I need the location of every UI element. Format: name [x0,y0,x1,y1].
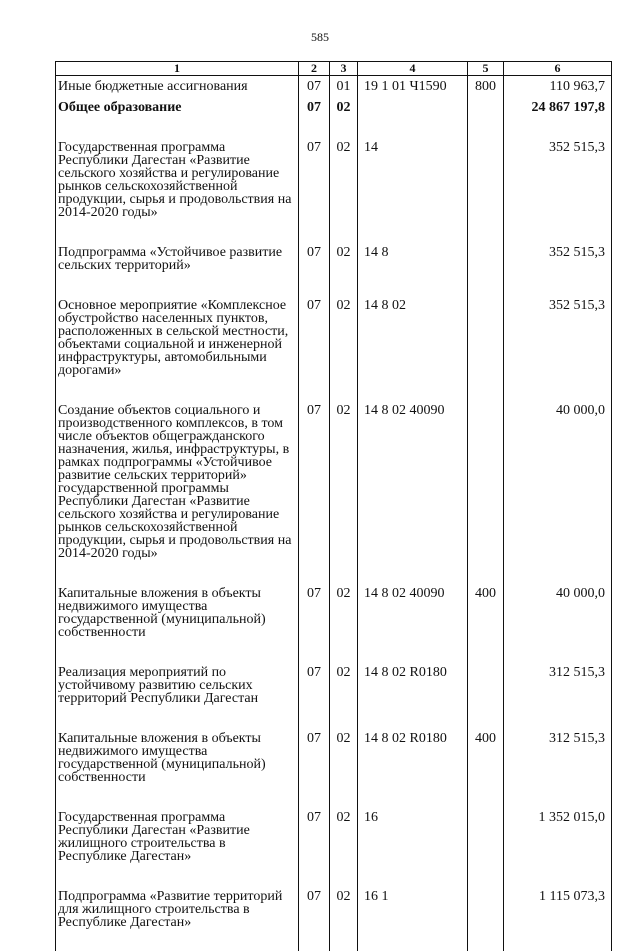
page-number: 585 [311,30,329,44]
table-row [56,807,612,886]
row-subsection: 01 [330,76,358,98]
row-expense-type: 400 [468,583,504,662]
column-header: 5 [468,62,504,76]
row-section: 07 [299,295,330,400]
header-row [56,62,612,76]
row-name: Реализация мероприятий по устойчивому развитию сельских территорий Республики Дагестан [56,662,299,728]
row-expense-type: 400 [468,728,504,807]
row-section: 07 [299,662,330,728]
row-expense-type [468,137,504,242]
row-name: Государственная программа Республики Дагестан «Развитие сельского хозяйства и регулирование рынков сельскохозяйственной продукции, сырья и продовольствия на 2014-2020 годы» [56,137,299,242]
row-name: Государственная программа Республики Дагестан «Развитие жилищного строительства в Республике Дагестан» [56,807,299,886]
row-subsection: 02 [330,583,358,662]
row-subsection: 02 [330,97,358,137]
row-subsection: 02 [330,295,358,400]
row-name: Капитальные вложения в объекты недвижимого имущества государственной (муниципальной) собственности [56,583,299,662]
table-row [56,295,612,400]
row-amount: 40 000,0 [504,400,612,583]
row-subsection: 02 [330,886,358,951]
row-subsection: 02 [330,662,358,728]
row-target-code: 16 [358,807,468,886]
row-subsection: 02 [330,400,358,583]
table-row [56,886,612,951]
row-target-code: 14 8 02 40090 [358,583,468,662]
row-section: 07 [299,76,330,98]
row-subsection: 02 [330,728,358,807]
row-section: 07 [299,583,330,662]
column-header: 4 [358,62,468,76]
row-amount: 352 515,3 [504,295,612,400]
budget-table [55,61,612,951]
row-amount: 110 963,7 [504,76,612,98]
row-expense-type [468,400,504,583]
row-name: Капитальные вложения в объекты недвижимого имущества государственной (муниципальной) собственности [56,728,299,807]
row-amount: 1 115 073,3 [504,886,612,951]
row-name: Подпрограмма «Развитие территорий для жилищного строительства в Республике Дагестан» [56,886,299,951]
column-header: 2 [299,62,330,76]
row-target-code: 16 1 [358,886,468,951]
row-target-code [358,97,468,137]
row-subsection: 02 [330,137,358,242]
row-amount: 24 867 197,8 [504,97,612,137]
row-expense-type: 800 [468,76,504,98]
row-name: Подпрограмма «Устойчивое развитие сельских территорий» [56,242,299,295]
row-target-code: 14 8 02 [358,295,468,400]
row-expense-type [468,886,504,951]
row-subsection: 02 [330,807,358,886]
row-target-code: 14 8 02 R0180 [358,662,468,728]
row-subsection: 02 [330,242,358,295]
table-row [56,76,612,98]
row-section: 07 [299,886,330,951]
row-section: 07 [299,242,330,295]
row-name: Общее образование [56,97,299,137]
row-name: Создание объектов социального и производственного комплексов, в том числе объектов общегражданского назначения, жилья, инфраструктуры, в рамках подпрограммы «Устойчивое развитие сельских территорий» государственной программы Республики Дагестан «Развитие сельского хозяйства и регулирование рынков сельскохозяйственной продукции, сырья и продовольствия на 2014-2020 годы» [56,400,299,583]
row-section: 07 [299,728,330,807]
row-target-code: 14 [358,137,468,242]
row-target-code: 14 8 02 40090 [358,400,468,583]
row-amount: 352 515,3 [504,137,612,242]
table-row [56,137,612,242]
table-row [56,662,612,728]
row-amount: 40 000,0 [504,583,612,662]
row-section: 07 [299,807,330,886]
row-amount: 1 352 015,0 [504,807,612,886]
column-header: 3 [330,62,358,76]
row-target-code: 14 8 [358,242,468,295]
column-header: 1 [56,62,299,76]
table-row [56,728,612,807]
row-section: 07 [299,400,330,583]
row-target-code: 19 1 01 Ч1590 [358,76,468,98]
row-name: Иные бюджетные ассигнования [56,76,299,98]
row-amount: 312 515,3 [504,662,612,728]
table-row [56,242,612,295]
row-expense-type [468,97,504,137]
row-expense-type [468,242,504,295]
column-header: 6 [504,62,612,76]
row-amount: 312 515,3 [504,728,612,807]
table-row [56,97,612,137]
row-expense-type [468,807,504,886]
table-row [56,583,612,662]
row-expense-type [468,662,504,728]
row-name: Основное мероприятие «Комплексное обустройство населенных пунктов, расположенных в сельской местности, объектами социальной и инженерной инфраструктуры, автомобильными дорогами» [56,295,299,400]
row-target-code: 14 8 02 R0180 [358,728,468,807]
table-row [56,400,612,583]
row-section: 07 [299,137,330,242]
row-amount: 352 515,3 [504,242,612,295]
row-expense-type [468,295,504,400]
row-section: 07 [299,97,330,137]
